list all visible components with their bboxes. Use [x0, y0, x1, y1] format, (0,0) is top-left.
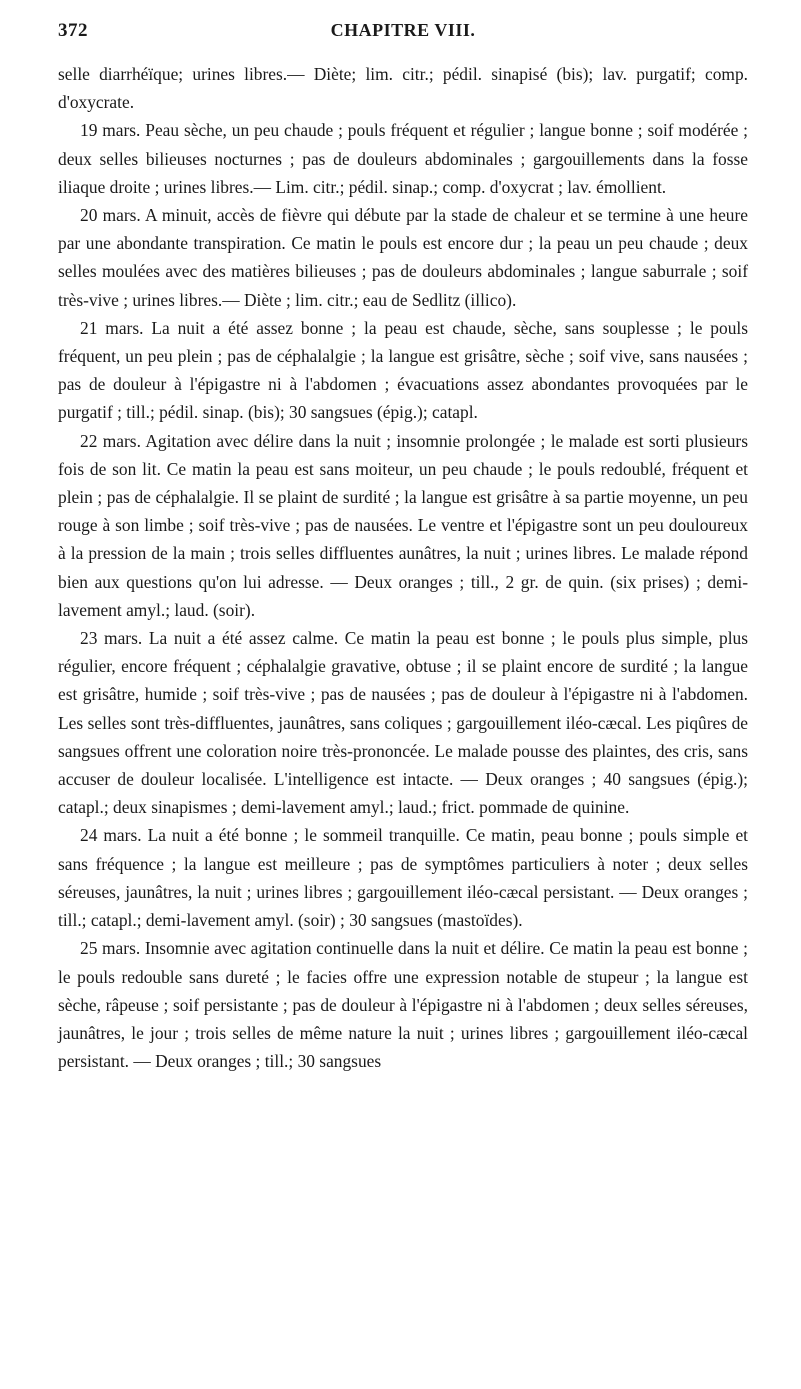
running-head: CHAPITRE VIII.	[330, 20, 476, 40]
body-text	[58, 60, 748, 1075]
paragraph-23-mars: 23 mars. La nuit a été assez calme. Ce matin la peau est bonne ; le pouls plus simple, plus régulier, encore fréquent ; céphalalgie gravative, obtuse ; il se plaint encore de surdité ; la langue est grisâtre, humide ; soif très-vive ; pas de nausées ; pas de douleur à l'épigastre ni à l'abdomen. Les selles sont très-diffluentes, jaunâtres, sans coliques ; gargouillement iléo-cæcal. Les piqûres de sangsues offrent une coloration noire très-prononcée. Le malade pousse des plaintes, des cris, sans accuser de douleur localisée. L'intelligence est intacte. — Deux oranges ; 40 sangsues (épig.); catapl.; deux sinapismes ; demi-lavement amyl.; laud.; frict. pommade de quinine.	[58, 628, 748, 818]
paragraph-24-mars: 24 mars. La nuit a été bonne ; le sommeil tranquille. Ce matin, peau bonne ; pouls simple et sans fréquence ; la langue est meilleure ; pas de symptômes particuliers à noter ; deux selles séreuses, jaunâtres, la nuit ; urines libres ; gargouillement iléo-cæcal persistant. — Deux oranges ; till.; catapl.; demi-lavement amyl. (soir) ; 30 sangsues (mastoïdes).	[58, 825, 748, 931]
paragraph-19-mars: 19 mars. Peau sèche, un peu chaude ; pouls fréquent et régulier ; langue bonne ; soif modérée ; deux selles bilieuses nocturnes ; pas de douleurs abdominales ; gargouillements dans la fosse iliaque droite ; urines libres.— Lim. citr.; pédil. sinap.; comp. d'oxycrat ; lav. émollient.	[58, 120, 748, 197]
page-header	[58, 14, 748, 48]
paragraph-continuation: selle diarrhéïque; urines libres.— Diète; lim. citr.; pédil. sinapisé (bis); lav. purgatif; comp. d'oxycrate.	[58, 64, 748, 113]
page-number: 372	[58, 20, 88, 41]
paragraph-20-mars: 20 mars. A minuit, accès de fièvre qui débute par la stade de chaleur et se termine à une heure par une abondante transpiration. Ce matin le pouls est encore dur ; la peau un peu chaude ; deux selles moulées avec des matières bilieuses ; pas de douleurs abdominales ; langue saburrale ; soif très-vive ; urines libres.— Diète ; lim. citr.; eau de Sedlitz (illico).	[58, 205, 748, 310]
paragraph-25-mars: 25 mars. Insomnie avec agitation continuelle dans la nuit et délire. Ce matin la peau est bonne ; le pouls redouble sans dureté ; le facies offre une expression notable de stupeur ; la langue est sèche, râpeuse ; soif persistante ; pas de douleur à l'épigastre ni à l'abdomen ; deux selles séreuses, jaunâtres, le jour ; trois selles de même nature la nuit ; urines libres ; gargouillement iléo-cæcal persistant. — Deux oranges ; till.; 30 sangsues	[58, 938, 748, 1072]
book-page	[58, 14, 748, 1075]
paragraph-21-mars: 21 mars. La nuit a été assez bonne ; la peau est chaude, sèche, sans souplesse ; le pouls fréquent, un peu plein ; pas de céphalalgie ; la langue est grisâtre, sèche ; soif vive, sans nausées ; pas de douleur à l'épigastre ni à l'abdomen ; évacuations assez abondantes provoquées par le purgatif ; till.; pédil. sinap. (bis); 30 sangsues (épig.); catapl.	[58, 317, 748, 423]
paragraph-22-mars: 22 mars. Agitation avec délire dans la nuit ; insomnie prolongée ; le malade est sorti plusieurs fois de son lit. Ce matin la peau est sans moiteur, un peu chaude ; le pouls redoublé, fréquent et plein ; pas de céphalalgie. Il se plaint de surdité ; la langue est grisâtre à sa partie moyenne, un peu rouge à son limbe ; soif très-vive ; pas de nausées. Le ventre et l'épigastre sont un peu douloureux à la pression de la main ; trois selles diffluentes aunâtres, la nuit ; urines libres. Le malade répond bien aux questions qu'on lui adresse. — Deux oranges ; till., 2 gr. de quin. (six prises) ; demi-lavement amyl.; laud. (soir).	[58, 430, 748, 620]
